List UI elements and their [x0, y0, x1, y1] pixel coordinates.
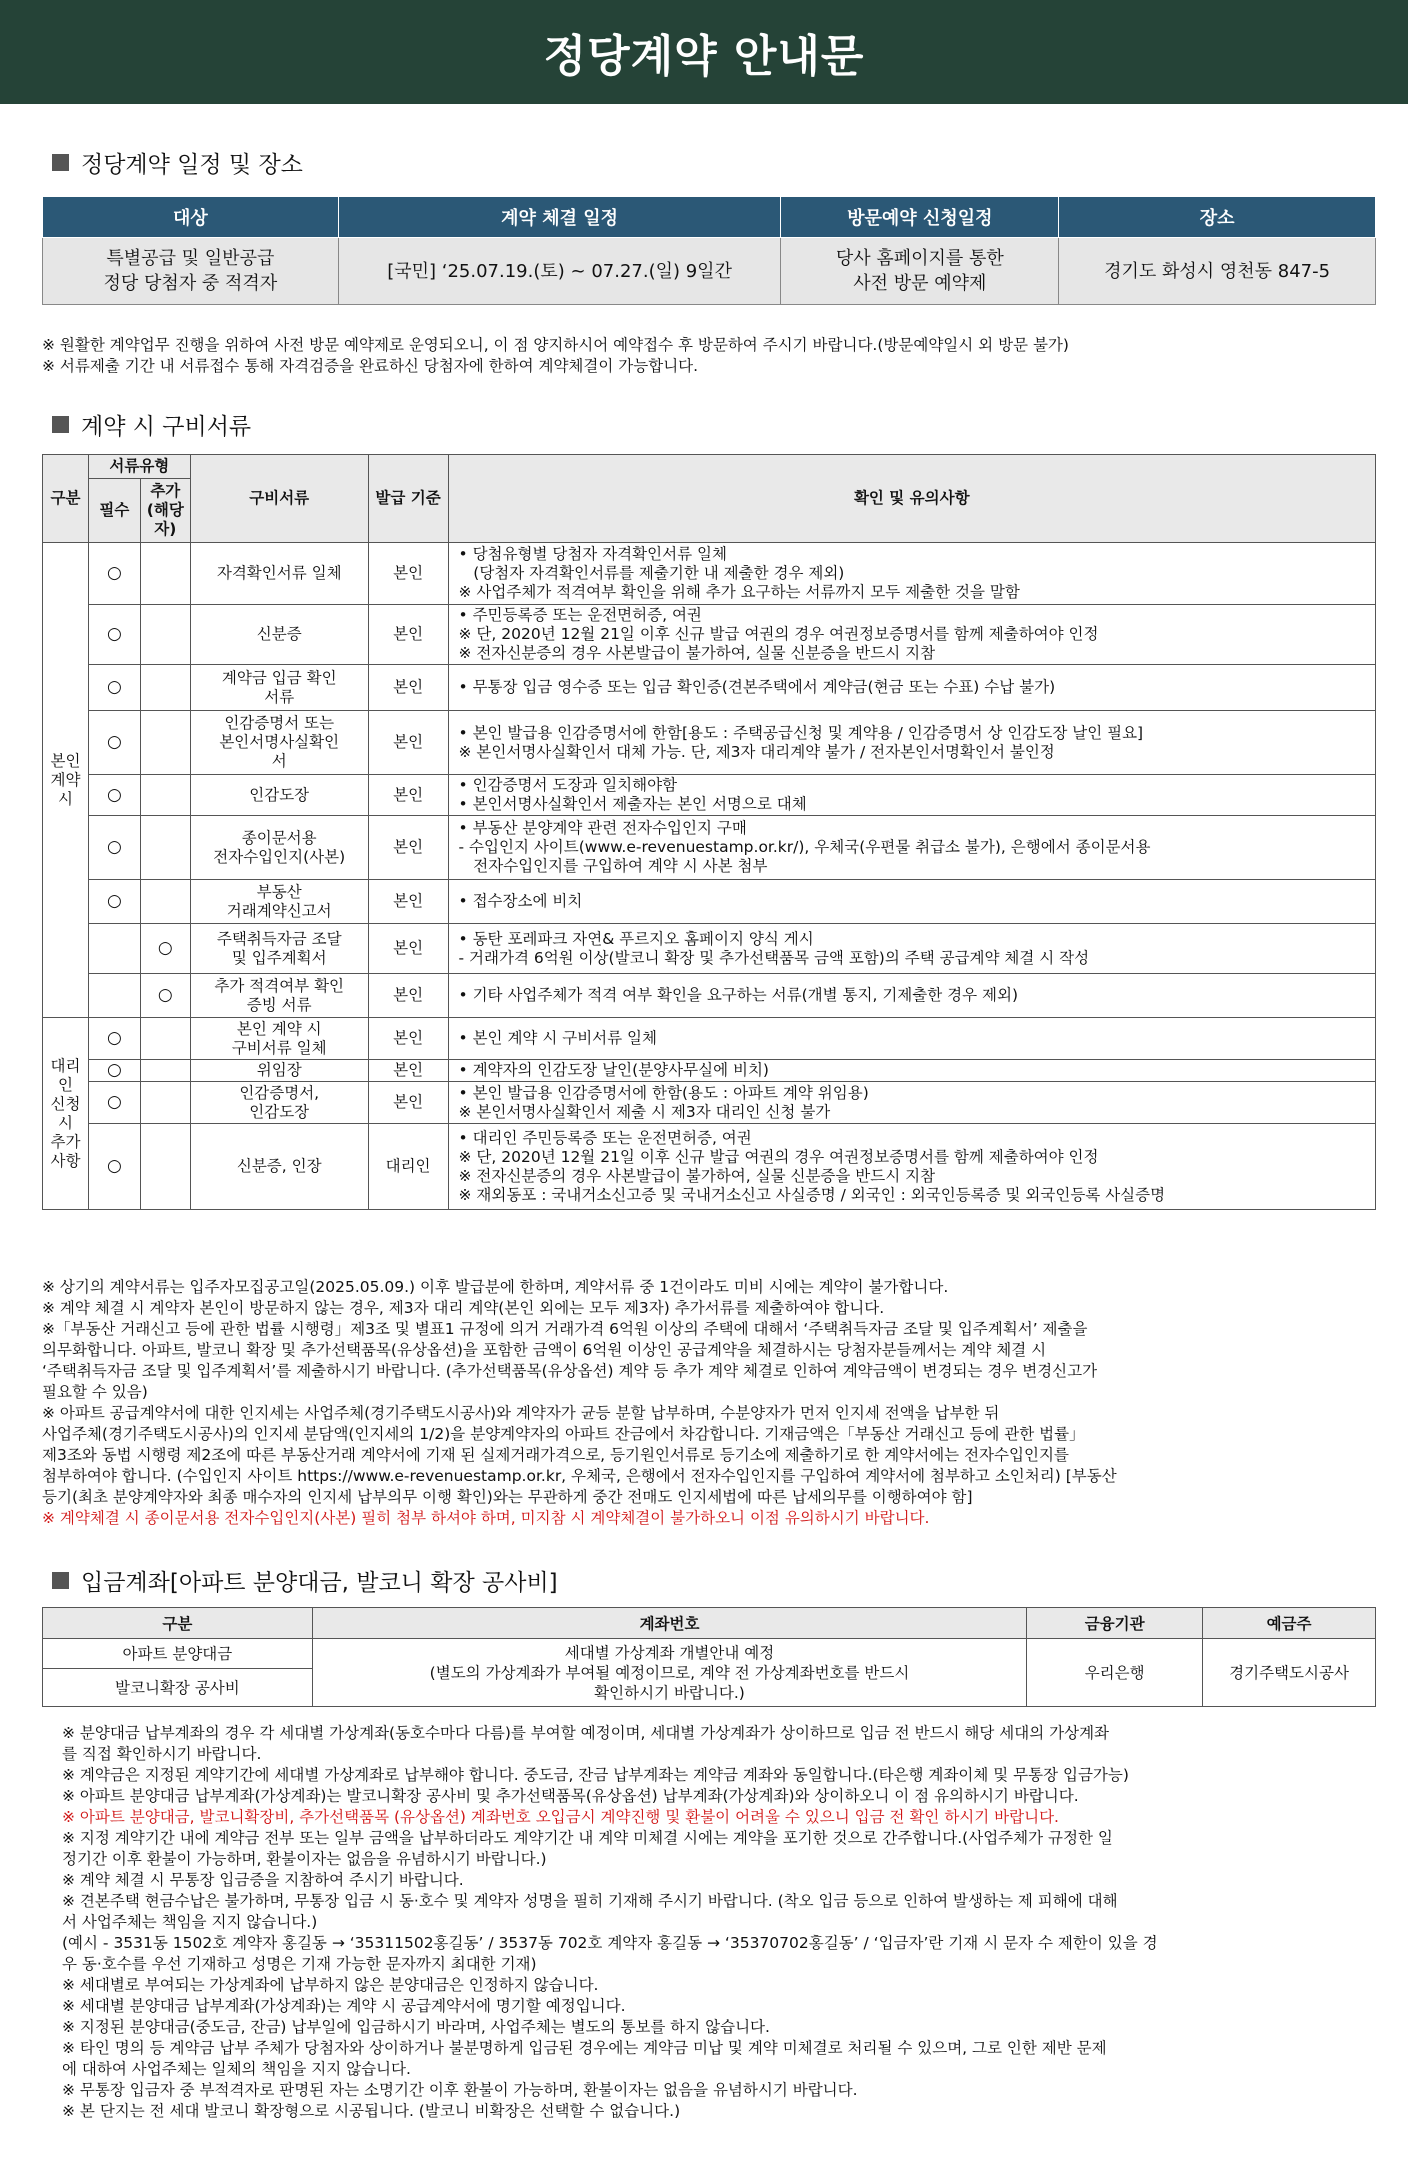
required-mark: ○ — [88, 543, 140, 605]
document-name: 인감증명서 또는 본인서명사실확인 서 — [190, 711, 368, 775]
issue-basis: 본인 — [368, 924, 448, 974]
table-row — [43, 924, 1376, 974]
document-name: 본인 계약 시 구비서류 일체 — [190, 1018, 368, 1060]
note-line: ※ 견본주택 현금수납은 불가하며, 무통장 입금 시 동·호수 및 계약자 성명을 필히 기재해 주시기 바랍니다. (착오 입금 등으로 인하여 발생하는 제 피해에 대해 — [62, 1892, 1118, 1910]
document-name: 추가 적격여부 확인 증빙 서류 — [190, 974, 368, 1018]
holder-cell: 경기주택도시공사 — [1203, 1639, 1376, 1707]
schedule-table — [42, 196, 1376, 305]
document-notes: • 당첨유형별 당첨자 자격확인서류 일체 (당첨자 자격확인서류를 제출기한 내 제출한 경우 제외) ※ 사업주체가 적격여부 확인을 위해 추가 요구하는 서류까지 모두 제출한 것을 말함 — [448, 543, 1376, 605]
issue-basis: 본인 — [368, 1082, 448, 1124]
additional-mark — [140, 605, 190, 665]
target-cell: 특별공급 및 일반공급 정당 당첨자 중 적격자 — [43, 238, 339, 305]
required-mark: ○ — [88, 1082, 140, 1124]
document-name: 신분증 — [190, 605, 368, 665]
required-mark: ○ — [88, 711, 140, 775]
document-notes: • 본인 발급용 인감증명서에 한함[용도 : 주택공급신청 및 계약용 / 인감증명서 상 인감도장 날인 필요] ※ 본인서명사실확인서 대체 가능. 단, 제3자 대리계약 불가 / 전자본인서명확인서 불인정 — [448, 711, 1376, 775]
required-mark — [88, 924, 140, 974]
group-agent: 대리 인 신청 시 추가 사항 — [43, 1018, 89, 1210]
additional-mark — [140, 665, 190, 711]
reservation-cell: 당사 홈페이지를 통한 사전 방문 예약제 — [781, 238, 1059, 305]
table-row — [43, 974, 1376, 1018]
table-row: 발코니확장 공사비 — [43, 1669, 1376, 1707]
document-name: 인감증명서, 인감도장 — [190, 1082, 368, 1124]
note-line: 에 대하여 사업주체는 일체의 책임을 지지 않습니다. — [62, 2060, 411, 2078]
section-title-documents: 계약 시 구비서류 — [52, 408, 251, 441]
accounts-table — [42, 1607, 1376, 1707]
note-line: 를 직접 확인하시기 바랍니다. — [62, 1745, 262, 1763]
page-title: 정당계약 안내문 — [543, 31, 865, 82]
page-title-banner — [0, 0, 1408, 104]
additional-mark — [140, 711, 190, 775]
table-row — [43, 1018, 1376, 1060]
schedule-notes: ※ 원활한 계약업무 진행을 위하여 사전 방문 예약제로 운영되오니, 이 점 양지하시어 예약접수 후 방문하여 주시기 바랍니다.(방문예약일시 외 방문 불가) ※ 서류제출 기간 내 서류접수 통해 자격검증을 완료하신 당첨자에 한하여 계약체결이 가능합니다. — [42, 336, 1069, 375]
document-notes: • 접수장소에 비치 — [448, 880, 1376, 924]
note-line: 정기간 이후 환불이 가능하며, 환불이자는 없음을 유념하시기 바랍니다.) — [62, 1850, 547, 1868]
schedule-cell: [국민] ‘25.07.19.(토) ~ 07.27.(일) 9일간 — [338, 238, 781, 305]
additional-mark: ○ — [140, 924, 190, 974]
document-notes: • 인감증명서 도장과 일치해야함 • 본인서명사실확인서 제출자는 본인 서명으로 대체 — [448, 775, 1376, 816]
additional-mark — [140, 1060, 190, 1082]
issue-basis: 본인 — [368, 1018, 448, 1060]
additional-mark — [140, 880, 190, 924]
table-row — [43, 880, 1376, 924]
additional-mark: ○ — [140, 974, 190, 1018]
additional-mark — [140, 1082, 190, 1124]
issue-basis: 본인 — [368, 880, 448, 924]
note-line: ※ 아파트 분양대금 납부계좌(가상계좌)는 발코니확장 공사비 및 추가선택품목(유상옵션) 납부계좌(가상계좌)와 상이하오니 이 점 유의하시기 바랍니다. — [62, 1787, 1079, 1805]
additional-mark — [140, 543, 190, 605]
issue-basis: 본인 — [368, 543, 448, 605]
additional-mark — [140, 775, 190, 816]
required-mark — [88, 974, 140, 1018]
warning-note: ※ 계약체결 시 종이문서용 전자수입인지(사본) 필히 첨부 하셔야 하며, 미지참 시 계약체결이 불가하오니 이점 유의하시기 바랍니다. — [42, 1509, 930, 1527]
table-header-row: 구분 계좌번호 금융기관 예금주 — [43, 1608, 1376, 1639]
table-row — [43, 816, 1376, 880]
note-line: ※ 본 단지는 전 세대 발코니 확장형으로 시공됩니다. (발코니 비확장은 선택할 수 없습니다.) — [62, 2102, 681, 2120]
required-mark: ○ — [88, 1018, 140, 1060]
note-line: ※ 타인 명의 등 계약금 납부 주체가 당첨자와 상이하거나 불분명하게 입금된 경우에는 계약금 미납 및 계약 미체결로 처리될 수 있으며, 그로 인한 제반 문제 — [62, 2039, 1107, 2057]
document-notes: • 본인 계약 시 구비서류 일체 — [448, 1018, 1376, 1060]
group-self-contract: 본인 계약 시 — [43, 543, 89, 1018]
table-header-row: 대상 계약 체결 일정 방문예약 신청일정 장소 — [43, 197, 1376, 238]
table-row — [43, 1060, 1376, 1082]
required-mark: ○ — [88, 1060, 140, 1082]
document-notes: • 동탄 포레파크 자연& 푸르지오 홈페이지 양식 게시 - 거래가격 6억원 이상(발코니 확장 및 추가선택품목 금액 포함)의 주택 공급계약 체결 시 작성 — [448, 924, 1376, 974]
account-cell: 세대별 가상계좌 개별안내 예정 (별도의 가상계좌가 부여될 예정이므로, 계약 전 가상계좌번호를 반드시 확인하시기 바랍니다.) — [312, 1639, 1026, 1707]
table-row — [43, 238, 1376, 305]
document-name: 신분증, 인장 — [190, 1124, 368, 1210]
issue-basis: 본인 — [368, 711, 448, 775]
table-row — [43, 1124, 1376, 1210]
issue-basis: 본인 — [368, 816, 448, 880]
issue-basis: 대리인 — [368, 1124, 448, 1210]
document-name: 부동산 거래계약신고서 — [190, 880, 368, 924]
document-name: 종이문서용 전자수입인지(사본) — [190, 816, 368, 880]
table-row — [43, 775, 1376, 816]
issue-basis: 본인 — [368, 974, 448, 1018]
document-notes: • 부동산 분양계약 관련 전자수입인지 구매 - 수입인지 사이트(www.e-revenuestamp.or.kr/), 우체국(우편물 취급소 불가), 은행에서 종이문서용 전자수입인지를 구입하여 계약 시 사본 첨부 — [448, 816, 1376, 880]
table-row — [43, 1082, 1376, 1124]
document-name: 위임장 — [190, 1060, 368, 1082]
square-bullet-icon — [52, 416, 69, 433]
issue-basis: 본인 — [368, 1060, 448, 1082]
note-line: ※ 계약금은 지정된 계약기간에 세대별 가상계좌로 납부해야 합니다. 중도금, 잔금 납부계좌는 계약금 계좌와 동일합니다.(타은행 계좌이체 및 무통장 입금가능) — [62, 1766, 1129, 1784]
additional-mark — [140, 816, 190, 880]
note-line: ※ 세대별로 부여되는 가상계좌에 납부하지 않은 분양대금은 인정하지 않습니다. — [62, 1976, 599, 1994]
issue-basis: 본인 — [368, 665, 448, 711]
table-row — [43, 665, 1376, 711]
note-line: ※ 아파트 분양대금, 발코니확장비, 추가선택품목 (유상옵션) 계좌번호 오입금시 계약진행 및 환불이 어려울 수 있으니 입금 전 확인 하시기 바랍니다. — [62, 1808, 1059, 1826]
bank-cell: 우리은행 — [1027, 1639, 1203, 1707]
table-row — [43, 605, 1376, 665]
documents-table: 구분 서류유형 구비서류 발급 기준 확인 및 유의사항 필수 추가 (해당자) 본인 계약 시 ○ 자격확인서류 일체 본인 • 당첨유형별 당첨자 자격확인서류 일체 (당첨자 자격확인서류를 제출기한 내 제출한 경우 제외) ※ 사업주체가 적격여부 확인을 위해 추가 요구하는 서류까지 모두 제출한 것을 말함 ○ 신분증 본인 • 주민등록증 또는 운전면허증, 여권 ※ 단, 2020년 12월 21일 이후 신규 발급 여권의 경우 여권정보증명서를 함께 제출하여야 인정 ※ 전자신분증의 경우 사본발급이 불가하여, 실물 신분증을 반드시 지참 ○ 계약금 입금 확인 서류 본인 • 무통장 입금 영수증 또는 입금 확인증(견본주택에서 계약금(현금 또는 수표) 수납 불가) ○ 인감증명서 또는 본인서명사실확인 서 본인 • 본인 발급용 인감증명서에 한함[용도 : 주택공급신청 및 계약용 / 인감증명서 상 인감도장 날인 필요] ※ 본인서명사실확인서 대체 가능. 단, 제3자 대리계약 불가 / 전자본인서명확인서 불인정 ○ 인감도장 본인 • 인감증명서 도장과 일치해야함 • 본인서명사실확인서 제출자는 본인 서명으로 대체 ○ 종이문서용 전자수입인지(사본) 본인 • 부동산 분양계약 관련 전자수입인지 구매 - 수입인지 사이트(www.e-revenuestamp.or.kr/), 우체국(우편물 취급소 불가), 은행에서 종이문서용 전자수입인지를 구입하여 계약 시 사본 첨부 ○ 부동산 거래계약신고서 본인 • 접수장소에 비치 ○ 주택취득자금 조달 및 입주계획서 본인 • 동탄 포레파크 자연& 푸르지오 홈페이지 양식 게시 - 거래가격 6억원 이상(발코니 확장 및 추가선택품목 금액 포함)의 주택 공급계약 체결 시 작성 ○ 추가 적격여부 확인 증빙 서류 본인 • 기타 사업주체가 적격 여부 확인을 요구하는 서류(개별 통지, 기제출한 경우 제외) 대리 인 신청 시 추가 사항 ○ 본인 계약 시 구비서류 일체 본인 • 본인 계약 시 구비서류 일체 ○ 위임장 본인 • 계약자의 인감도장 날인(분양사무실에 비치) ○ 인감증명서, 인감도장 본인 • 본인 발급용 인감증명서에 한함(용도 : 아파트 계약 위임용) ※ 본인서명사실확인서 제출 시 제3자 대리인 신청 불가 ○ 신분증, 인장 대리인 • 대리인 주민등록증 또는 운전면허증, 여권 ※ 단, 2020년 12월 21일 이후 신규 발급 여권의 경우 여권정보증명서를 함께 제출하여야 인정 ※ 전자신분증의 경우 사본발급이 불가하여, 실물 신분증을 반드시 지참 ※ 재외동포 : 국내거소신고증 및 국내거소신고 사실증명 / 외국인 : 외국인등록증 및 외국인등록 사실증명 — [42, 454, 1376, 1210]
section-title-schedule: 정당계약 일정 및 장소 — [52, 146, 303, 179]
issue-basis: 본인 — [368, 775, 448, 816]
table-row: 아파트 분양대금 세대별 가상계좌 개별안내 예정 (별도의 가상계좌가 부여될 예정이므로, 계약 전 가상계좌번호를 반드시 확인하시기 바랍니다.) 우리은행 경기주택도시공사 — [43, 1639, 1376, 1669]
required-mark: ○ — [88, 880, 140, 924]
issue-basis: 본인 — [368, 605, 448, 665]
required-mark: ○ — [88, 816, 140, 880]
note-line: ※ 세대별 분양대금 납부계좌(가상계좌)는 계약 시 공급계약서에 명기할 예정입니다. — [62, 1997, 626, 2015]
note-line: 우 동·호수를 우선 기재하고 성명은 기재 가능한 문자까지 최대한 기재) — [62, 1955, 537, 1973]
document-name: 자격확인서류 일체 — [190, 543, 368, 605]
square-bullet-icon — [52, 154, 69, 171]
required-mark: ○ — [88, 1124, 140, 1210]
note-line: ※ 무통장 입금자 중 부적격자로 판명된 자는 소명기간 이후 환불이 가능하며, 환불이자는 없음을 유념하시기 바랍니다. — [62, 2081, 858, 2099]
document-name: 인감도장 — [190, 775, 368, 816]
document-notes: • 기타 사업주체가 적격 여부 확인을 요구하는 서류(개별 통지, 기제출한 경우 제외) — [448, 974, 1376, 1018]
required-mark: ○ — [88, 665, 140, 711]
place-cell: 경기도 화성시 영천동 847-5 — [1059, 238, 1376, 305]
note-line: ※ 지정된 분양대금(중도금, 잔금) 납부일에 입금하시기 바라며, 사업주체는 별도의 통보를 하지 않습니다. — [62, 2018, 770, 2036]
document-name: 주택취득자금 조달 및 입주계획서 — [190, 924, 368, 974]
table-row — [43, 543, 1376, 605]
additional-mark — [140, 1018, 190, 1060]
accounts-notes — [62, 1723, 1362, 2122]
document-notes: • 본인 발급용 인감증명서에 한함(용도 : 아파트 계약 위임용) ※ 본인서명사실확인서 제출 시 제3자 대리인 신청 불가 — [448, 1082, 1376, 1124]
documents-notes: ※ 상기의 계약서류는 입주자모집공고일(2025.05.09.) 이후 발급분에 한하며, 계약서류 중 1건이라도 미비 시에는 계약이 불가합니다. ※ 계약 체결 시 계약자 본인이 방문하지 않는 경우, 제3자 대리 계약(본인 외에는 모두 제3자) 추가서류를 제출하여야 합니다. ※「부동산 거래신고 등에 관한 법률 시행령」제3조 및 별표1 규정에 의거 거래가격 6억원 이상의 주택에 대해서 ‘주택취득자금 조달 및 입주계획서’ 제출을 의무화합니다. 아파트, 발코니 확장 및 추가선택품목(유상옵션)을 포함한 금액이 6억원 이상인 공급계약을 체결하시는 당첨자분들께서는 계약 체결 시 ‘주택취득자금 조달 및 입주계획서’를 제출하시기 바랍니다. (추가선택품목(유상옵션) 계약 등 추가 계약 체결로 인하여 계약금액이 변경되는 경우 변경신고가 필요할 수 있음) ※ 아파트 공급계약서에 대한 인지세는 사업주체(경기주택도시공사)와 계약자가 균등 분할 납부하며, 수분양자가 먼저 인지세 전액을 납부한 뒤 사업주체(경기주택도시공사)의 인지세 분담액(인지세의 1/2)을 분양계약자의 아파트 잔금에서 차감합니다. 기재금액은「부동산 거래신고 등에 관한 법률」 제3조와 동법 시행령 제2조에 따른 부동산거래 계약서에 기재 된 실제거래가격으로, 등기원인서류로 등기소에 제출하기로 한 계약서에는 전자수입인지를 첨부하여야 합니다. (수입인지 사이트 https://www.e-revenuestamp.or.kr, 우체국, 은행에서 전자수입인지를 구입하여 계약서에 첨부하고 소인처리) [부동산 등기(최초 분양계약자와 최종 매수자의 인지세 납부의무 이행 확인)와는 무관하게 중간 전매도 인지세법에 따른 납세의무를 이행하여야 함] ※ 계약체결 시 종이문서용 전자수입인지(사본) 필히 첨부 하셔야 하며, 미지참 시 계약체결이 불가하오니 이점 유의하시기 바랍니다. — [42, 1278, 1117, 1527]
square-bullet-icon — [52, 1572, 69, 1589]
additional-mark — [140, 1124, 190, 1210]
note-line: ※ 계약 체결 시 무통장 입금증을 지참하여 주시기 바랍니다. — [62, 1871, 464, 1889]
table-row — [43, 711, 1376, 775]
document-notes: • 대리인 주민등록증 또는 운전면허증, 여권 ※ 단, 2020년 12월 21일 이후 신규 발급 여권의 경우 여권정보증명서를 함께 제출하여야 인정 ※ 전자신분증의 경우 사본발급이 불가하여, 실물 신분증을 반드시 지참 ※ 재외동포 : 국내거소신고증 및 국내거소신고 사실증명 / 외국인 : 외국인등록증 및 외국인등록 사실증명 — [448, 1124, 1376, 1210]
required-mark: ○ — [88, 775, 140, 816]
document-notes: • 계약자의 인감도장 날인(분양사무실에 비치) — [448, 1060, 1376, 1082]
document-notes: • 주민등록증 또는 운전면허증, 여권 ※ 단, 2020년 12월 21일 이후 신규 발급 여권의 경우 여권정보증명서를 함께 제출하여야 인정 ※ 전자신분증의 경우 사본발급이 불가하여, 실물 신분증을 반드시 지참 — [448, 605, 1376, 665]
section-title-accounts: 입금계좌[아파트 분양대금, 발코니 확장 공사비] — [52, 1564, 558, 1597]
document-notes: • 무통장 입금 영수증 또는 입금 확인증(견본주택에서 계약금(현금 또는 수표) 수납 불가) — [448, 665, 1376, 711]
note-line: 서 사업주체는 책임을 지지 않습니다.) — [62, 1913, 318, 1931]
note-line: (예시 - 3531동 1502호 계약자 홍길동 → ‘35311502홍길동’ / 3537동 702호 계약자 홍길동 → ‘35370702홍길동’ / ‘입금자’란 기재 시 문자 수 제한이 있을 경 — [62, 1934, 1158, 1952]
note-line: ※ 분양대금 납부계좌의 경우 각 세대별 가상계좌(동호수마다 다름)를 부여할 예정이며, 세대별 가상계좌가 상이하므로 입금 전 반드시 해당 세대의 가상계좌 — [62, 1724, 1110, 1742]
document-name: 계약금 입금 확인 서류 — [190, 665, 368, 711]
required-mark: ○ — [88, 605, 140, 665]
note-line: ※ 지정 계약기간 내에 계약금 전부 또는 일부 금액을 납부하더라도 계약기간 내 계약 미체결 시에는 계약을 포기한 것으로 간주합니다.(사업주체가 규정한 일 — [62, 1829, 1113, 1847]
